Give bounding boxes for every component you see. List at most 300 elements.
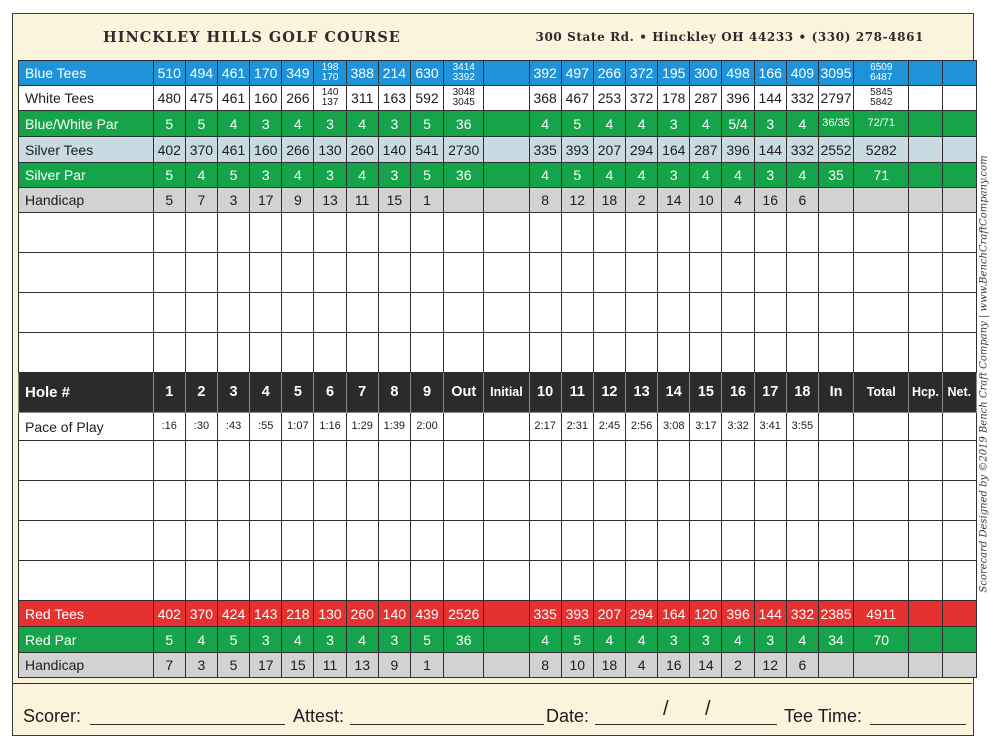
hole-16-cell[interactable] xyxy=(722,441,754,481)
hole-16-cell[interactable] xyxy=(722,561,754,601)
hole-16-cell: 16 xyxy=(722,373,754,413)
hole-17-cell: 166 xyxy=(754,61,786,86)
hole-8-cell[interactable] xyxy=(378,293,410,333)
hole-18-cell[interactable] xyxy=(786,333,818,373)
hole-15-cell: 3 xyxy=(690,627,722,653)
hole-3-cell: :43 xyxy=(218,413,250,441)
hole-13-cell: 4 xyxy=(626,163,658,188)
hole-12-cell: 266 xyxy=(593,61,625,86)
out-cell-line-2: 3045 xyxy=(452,97,475,108)
net-cell[interactable] xyxy=(942,561,976,601)
row-label[interactable] xyxy=(19,441,154,481)
hole-3-cell[interactable] xyxy=(218,481,250,521)
hole-6-cell: 130 xyxy=(314,601,346,627)
hole-8-cell: 163 xyxy=(378,86,410,111)
hole-10-cell[interactable] xyxy=(529,561,561,601)
hole-12-cell[interactable] xyxy=(593,333,625,373)
scorer-field[interactable] xyxy=(90,724,285,725)
net-cell xyxy=(942,111,976,137)
hole-18-cell[interactable] xyxy=(786,253,818,293)
hole-18-cell[interactable] xyxy=(786,213,818,253)
hole-15-cell[interactable] xyxy=(690,441,722,481)
hcp-cell[interactable] xyxy=(909,481,942,521)
hole-13-cell[interactable] xyxy=(626,333,658,373)
net-cell xyxy=(942,627,976,653)
in-cell[interactable] xyxy=(818,441,853,481)
out-cell[interactable] xyxy=(444,293,484,333)
in-cell[interactable] xyxy=(818,333,853,373)
initial-cell[interactable] xyxy=(484,561,529,601)
hole-10-cell[interactable] xyxy=(529,441,561,481)
hole-7-cell[interactable] xyxy=(346,521,378,561)
hole-3-cell[interactable] xyxy=(218,213,250,253)
out-cell[interactable] xyxy=(444,333,484,373)
hole-13-cell: 4 xyxy=(626,627,658,653)
hole-5-cell: 4 xyxy=(282,163,314,188)
hole-16-cell: 396 xyxy=(722,86,754,111)
net-cell[interactable] xyxy=(942,521,976,561)
hole-10-cell[interactable] xyxy=(529,481,561,521)
hole-9-cell[interactable] xyxy=(410,213,443,253)
out-cell[interactable] xyxy=(444,521,484,561)
hole-5-cell[interactable] xyxy=(282,441,314,481)
hole-9-cell[interactable] xyxy=(410,333,443,373)
hole-17-cell[interactable] xyxy=(754,293,786,333)
out-cell: 36 xyxy=(444,163,484,188)
hole-13-cell: 294 xyxy=(626,137,658,163)
hole-18-cell: 3:55 xyxy=(786,413,818,441)
hole-3-cell: 5 xyxy=(218,653,250,678)
hole-14-cell[interactable] xyxy=(658,481,690,521)
hole-9-cell: 5 xyxy=(410,163,443,188)
hole-6-cell[interactable] xyxy=(314,333,346,373)
hole-7-cell[interactable] xyxy=(346,561,378,601)
total-cell[interactable] xyxy=(854,213,909,253)
total-cell[interactable] xyxy=(854,293,909,333)
hole-16-cell[interactable] xyxy=(722,293,754,333)
player-score-row xyxy=(19,213,977,253)
hole-12-cell[interactable] xyxy=(593,521,625,561)
hole-9-cell[interactable] xyxy=(410,441,443,481)
hole-10-cell[interactable] xyxy=(529,253,561,293)
hole-13-cell[interactable] xyxy=(626,441,658,481)
hole-4-cell[interactable] xyxy=(250,521,282,561)
hole-10-cell[interactable] xyxy=(529,333,561,373)
hole-5-cell[interactable] xyxy=(282,333,314,373)
hole-17-cell: 144 xyxy=(754,86,786,111)
player-score-row xyxy=(19,521,977,561)
hcp-cell[interactable] xyxy=(909,561,942,601)
signature-footer xyxy=(13,683,972,735)
net-cell[interactable] xyxy=(942,253,976,293)
hole-11-cell[interactable] xyxy=(561,521,593,561)
hole-13-cell[interactable] xyxy=(626,253,658,293)
hole-9-cell[interactable] xyxy=(410,561,443,601)
hole-6-cell[interactable] xyxy=(314,561,346,601)
hole-2-cell[interactable] xyxy=(185,561,217,601)
hole-12-cell[interactable] xyxy=(593,253,625,293)
hole-2-cell[interactable] xyxy=(185,253,217,293)
total-cell[interactable] xyxy=(854,481,909,521)
initial-cell xyxy=(484,188,529,213)
hole-11-cell[interactable] xyxy=(561,213,593,253)
hole-11-cell[interactable] xyxy=(561,293,593,333)
row-label: White Tees xyxy=(19,86,154,111)
hole-1-cell[interactable] xyxy=(153,481,185,521)
hole-11-cell[interactable] xyxy=(561,441,593,481)
hole-6-cell[interactable] xyxy=(314,481,346,521)
hole-8-cell: 3 xyxy=(378,163,410,188)
row-label[interactable] xyxy=(19,293,154,333)
hole-4-cell[interactable] xyxy=(250,293,282,333)
hole-2-cell[interactable] xyxy=(185,213,217,253)
hole-15-cell: 300 xyxy=(690,61,722,86)
hole-4-cell[interactable] xyxy=(250,213,282,253)
hole-17-cell[interactable] xyxy=(754,521,786,561)
initial-cell[interactable] xyxy=(484,441,529,481)
row-blue-white-par xyxy=(19,111,977,137)
hole-2-cell[interactable] xyxy=(185,521,217,561)
out-cell[interactable] xyxy=(444,481,484,521)
hcp-cell[interactable] xyxy=(909,213,942,253)
hole-12-cell[interactable] xyxy=(593,213,625,253)
hole-3-cell: 461 xyxy=(218,61,250,86)
total-cell[interactable] xyxy=(854,253,909,293)
net-cell[interactable] xyxy=(942,213,976,253)
hole-2-cell[interactable] xyxy=(185,441,217,481)
hole-5-cell[interactable] xyxy=(282,213,314,253)
out-cell xyxy=(444,86,484,111)
hcp-cell xyxy=(909,188,942,213)
hcp-cell[interactable] xyxy=(909,441,942,481)
hole-9-cell[interactable] xyxy=(410,521,443,561)
hole-6-cell-line-1: 198 xyxy=(321,62,339,73)
hole-4-cell[interactable] xyxy=(250,441,282,481)
hole-1-cell[interactable] xyxy=(153,213,185,253)
hole-14-cell[interactable] xyxy=(658,333,690,373)
hole-4-cell[interactable] xyxy=(250,481,282,521)
hole-7-cell[interactable] xyxy=(346,253,378,293)
total-cell[interactable] xyxy=(854,441,909,481)
hole-9-cell: 5 xyxy=(410,111,443,137)
hole-5-cell[interactable] xyxy=(282,481,314,521)
hcp-cell xyxy=(909,111,942,137)
hcp-cell xyxy=(909,653,942,678)
row-label[interactable] xyxy=(19,561,154,601)
hole-3-cell: 3 xyxy=(218,188,250,213)
hole-18-cell[interactable] xyxy=(786,521,818,561)
hole-3-cell[interactable] xyxy=(218,333,250,373)
hole-13-cell[interactable] xyxy=(626,481,658,521)
hole-4-cell: 143 xyxy=(250,601,282,627)
hole-14-cell: 164 xyxy=(658,601,690,627)
hole-6-cell[interactable] xyxy=(314,521,346,561)
in-cell[interactable] xyxy=(818,253,853,293)
hole-10-cell[interactable] xyxy=(529,521,561,561)
hole-10-cell: 10 xyxy=(529,373,561,413)
hole-12-cell: 4 xyxy=(593,627,625,653)
hole-17-cell[interactable] xyxy=(754,561,786,601)
hole-5-cell: 1:07 xyxy=(282,413,314,441)
hole-9-cell[interactable] xyxy=(410,293,443,333)
hole-12-cell: 2:45 xyxy=(593,413,625,441)
initial-cell[interactable] xyxy=(484,333,529,373)
out-cell: 36 xyxy=(444,111,484,137)
hole-9-cell[interactable] xyxy=(410,481,443,521)
hole-4-cell[interactable] xyxy=(250,253,282,293)
hole-6-cell[interactable] xyxy=(314,213,346,253)
initial-cell[interactable] xyxy=(484,293,529,333)
hole-12-cell[interactable] xyxy=(593,293,625,333)
out-cell[interactable] xyxy=(444,561,484,601)
hole-5-cell: 15 xyxy=(282,653,314,678)
hole-16-cell[interactable] xyxy=(722,521,754,561)
hole-6-cell xyxy=(314,61,346,86)
hole-12-cell[interactable] xyxy=(593,481,625,521)
in-cell[interactable] xyxy=(818,561,853,601)
hcp-cell xyxy=(909,601,942,627)
hole-5-cell[interactable] xyxy=(282,253,314,293)
hole-10-cell: 392 xyxy=(529,61,561,86)
hole-15-cell[interactable] xyxy=(690,521,722,561)
hole-3-cell[interactable] xyxy=(218,293,250,333)
hole-16-cell: 396 xyxy=(722,137,754,163)
hole-1-cell[interactable] xyxy=(153,333,185,373)
hole-2-cell[interactable] xyxy=(185,481,217,521)
out-cell[interactable] xyxy=(444,213,484,253)
hole-17-cell: 17 xyxy=(754,373,786,413)
hole-13-cell[interactable] xyxy=(626,521,658,561)
hole-3-cell: 5 xyxy=(218,163,250,188)
hole-11-cell[interactable] xyxy=(561,481,593,521)
hole-12-cell[interactable] xyxy=(593,441,625,481)
out-cell-line-1: 3414 xyxy=(452,62,475,73)
total-cell[interactable] xyxy=(854,333,909,373)
row-label[interactable] xyxy=(19,481,154,521)
hole-6-cell: 130 xyxy=(314,137,346,163)
hole-2-cell: 3 xyxy=(185,653,217,678)
in-cell[interactable] xyxy=(818,293,853,333)
hole-6-cell[interactable] xyxy=(314,441,346,481)
net-cell[interactable] xyxy=(942,441,976,481)
total-cell[interactable] xyxy=(854,521,909,561)
hole-9-cell[interactable] xyxy=(410,253,443,293)
hole-3-cell[interactable] xyxy=(218,441,250,481)
hole-2-cell[interactable] xyxy=(185,293,217,333)
hole-16-cell[interactable] xyxy=(722,481,754,521)
hole-10-cell: 368 xyxy=(529,86,561,111)
hole-7-cell[interactable] xyxy=(346,481,378,521)
hole-15-cell[interactable] xyxy=(690,561,722,601)
hole-14-cell[interactable] xyxy=(658,521,690,561)
hole-8-cell[interactable] xyxy=(378,213,410,253)
out-cell[interactable] xyxy=(444,253,484,293)
out-cell xyxy=(444,413,484,441)
hole-4-cell: 160 xyxy=(250,86,282,111)
hole-11-cell[interactable] xyxy=(561,253,593,293)
hole-3-cell: 461 xyxy=(218,86,250,111)
hole-10-cell: 335 xyxy=(529,601,561,627)
hole-14-cell[interactable] xyxy=(658,561,690,601)
hole-4-cell: 3 xyxy=(250,111,282,137)
net-cell[interactable] xyxy=(942,333,976,373)
initial-cell[interactable] xyxy=(484,253,529,293)
hole-6-cell[interactable] xyxy=(314,293,346,333)
hole-5-cell[interactable] xyxy=(282,521,314,561)
net-cell[interactable] xyxy=(942,293,976,333)
hcp-cell: Hcp. xyxy=(909,373,942,413)
hole-7-cell[interactable] xyxy=(346,213,378,253)
hole-14-cell: 14 xyxy=(658,188,690,213)
hole-1-cell[interactable] xyxy=(153,253,185,293)
hole-4-cell[interactable] xyxy=(250,333,282,373)
hole-18-cell: 4 xyxy=(786,627,818,653)
hcp-cell[interactable] xyxy=(909,253,942,293)
hcp-cell[interactable] xyxy=(909,293,942,333)
net-cell[interactable] xyxy=(942,481,976,521)
hole-8-cell[interactable] xyxy=(378,481,410,521)
hole-13-cell[interactable] xyxy=(626,561,658,601)
hole-18-cell[interactable] xyxy=(786,441,818,481)
hole-18-cell[interactable] xyxy=(786,561,818,601)
hole-8-cell[interactable] xyxy=(378,333,410,373)
hole-17-cell[interactable] xyxy=(754,481,786,521)
hole-8-cell[interactable] xyxy=(378,253,410,293)
hole-1-cell: 480 xyxy=(153,86,185,111)
hole-17-cell[interactable] xyxy=(754,253,786,293)
row-label[interactable] xyxy=(19,521,154,561)
hole-2-cell[interactable] xyxy=(185,333,217,373)
row-label[interactable] xyxy=(19,333,154,373)
hole-10-cell[interactable] xyxy=(529,213,561,253)
hole-7-cell[interactable] xyxy=(346,441,378,481)
total-cell[interactable] xyxy=(854,561,909,601)
hole-1-cell[interactable] xyxy=(153,561,185,601)
hole-8-cell[interactable] xyxy=(378,441,410,481)
hole-5-cell[interactable] xyxy=(282,293,314,333)
initial-cell[interactable] xyxy=(484,521,529,561)
hole-11-cell[interactable] xyxy=(561,561,593,601)
hole-11-cell[interactable] xyxy=(561,333,593,373)
row-label: Silver Tees xyxy=(19,137,154,163)
row-handicap-bottom xyxy=(19,653,977,678)
hole-3-cell: 4 xyxy=(218,111,250,137)
hole-15-cell[interactable] xyxy=(690,253,722,293)
out-cell: 2730 xyxy=(444,137,484,163)
hole-5-cell: 349 xyxy=(282,61,314,86)
hole-7-cell[interactable] xyxy=(346,293,378,333)
in-cell[interactable] xyxy=(818,521,853,561)
hole-5-cell[interactable] xyxy=(282,561,314,601)
date-field[interactable] xyxy=(595,724,777,725)
out-cell[interactable] xyxy=(444,441,484,481)
hole-15-cell[interactable] xyxy=(690,333,722,373)
hole-16-cell[interactable] xyxy=(722,333,754,373)
hole-5-cell: 5 xyxy=(282,373,314,413)
hole-6-cell: 11 xyxy=(314,653,346,678)
hole-8-cell: 9 xyxy=(378,653,410,678)
total-cell-line-2: 5842 xyxy=(870,97,893,108)
hole-13-cell[interactable] xyxy=(626,213,658,253)
tee-time-field[interactable] xyxy=(870,724,966,725)
hole-16-cell[interactable] xyxy=(722,253,754,293)
initial-cell xyxy=(484,601,529,627)
hole-1-cell: 5 xyxy=(153,163,185,188)
hole-3-cell: 3 xyxy=(218,373,250,413)
hole-15-cell[interactable] xyxy=(690,481,722,521)
row-red-tees xyxy=(19,601,977,627)
hole-14-cell[interactable] xyxy=(658,441,690,481)
row-label[interactable] xyxy=(19,253,154,293)
hole-10-cell[interactable] xyxy=(529,293,561,333)
hole-3-cell[interactable] xyxy=(218,253,250,293)
hole-18-cell[interactable] xyxy=(786,481,818,521)
hole-7-cell[interactable] xyxy=(346,333,378,373)
hole-11-cell: 12 xyxy=(561,188,593,213)
hole-14-cell[interactable] xyxy=(658,253,690,293)
hole-3-cell[interactable] xyxy=(218,561,250,601)
hole-1-cell[interactable] xyxy=(153,441,185,481)
row-red-par xyxy=(19,627,977,653)
hole-18-cell[interactable] xyxy=(786,293,818,333)
hole-15-cell[interactable] xyxy=(690,213,722,253)
hole-7-cell: 4 xyxy=(346,111,378,137)
hole-16-cell: 4 xyxy=(722,627,754,653)
hcp-cell xyxy=(909,627,942,653)
hole-10-cell: 2:17 xyxy=(529,413,561,441)
hole-6-cell: 3 xyxy=(314,163,346,188)
initial-cell[interactable] xyxy=(484,213,529,253)
scorecard-header xyxy=(13,14,972,60)
hole-6-cell[interactable] xyxy=(314,253,346,293)
in-cell[interactable] xyxy=(818,481,853,521)
in-cell: 3095 xyxy=(818,61,853,86)
hole-14-cell[interactable] xyxy=(658,293,690,333)
hole-8-cell[interactable] xyxy=(378,521,410,561)
hole-15-cell: 120 xyxy=(690,601,722,627)
hole-13-cell: 13 xyxy=(626,373,658,413)
hole-13-cell[interactable] xyxy=(626,293,658,333)
hcp-cell[interactable] xyxy=(909,333,942,373)
hole-17-cell[interactable] xyxy=(754,213,786,253)
hole-10-cell: 335 xyxy=(529,137,561,163)
hole-16-cell[interactable] xyxy=(722,213,754,253)
total-cell xyxy=(854,188,909,213)
hole-7-cell: 388 xyxy=(346,61,378,86)
hole-15-cell: 4 xyxy=(690,163,722,188)
hole-1-cell: 7 xyxy=(153,653,185,678)
hole-17-cell[interactable] xyxy=(754,441,786,481)
row-label[interactable] xyxy=(19,213,154,253)
hole-12-cell[interactable] xyxy=(593,561,625,601)
hole-8-cell[interactable] xyxy=(378,561,410,601)
attest-field[interactable] xyxy=(350,724,544,725)
hole-3-cell[interactable] xyxy=(218,521,250,561)
in-cell[interactable] xyxy=(818,213,853,253)
hole-4-cell[interactable] xyxy=(250,561,282,601)
hole-1-cell[interactable] xyxy=(153,293,185,333)
hole-11-cell: 5 xyxy=(561,111,593,137)
hcp-cell[interactable] xyxy=(909,521,942,561)
hole-17-cell[interactable] xyxy=(754,333,786,373)
hole-1-cell[interactable] xyxy=(153,521,185,561)
hole-8-cell: 3 xyxy=(378,627,410,653)
hole-18-cell: 4 xyxy=(786,163,818,188)
hole-14-cell[interactable] xyxy=(658,213,690,253)
initial-cell[interactable] xyxy=(484,481,529,521)
hole-15-cell[interactable] xyxy=(690,293,722,333)
out-cell: 2526 xyxy=(444,601,484,627)
